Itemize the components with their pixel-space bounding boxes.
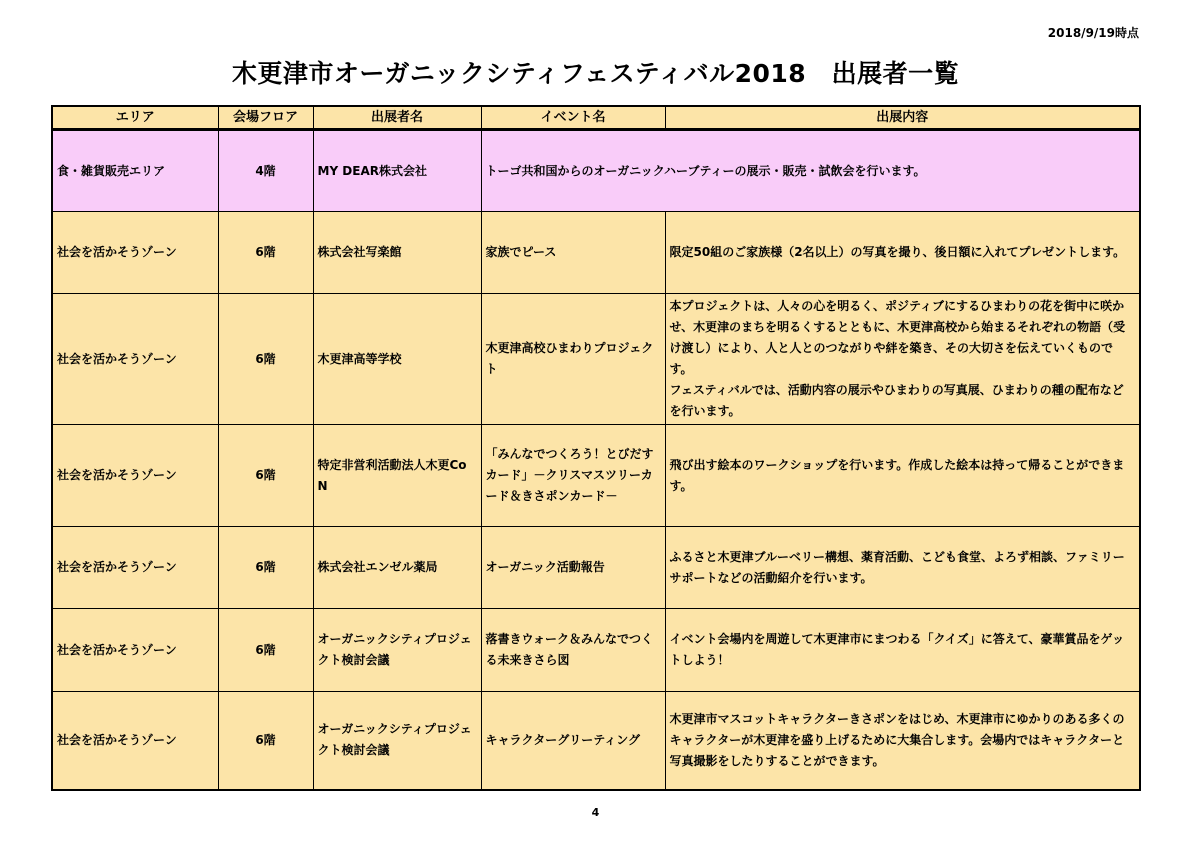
cell-area: 社会を活かそうゾーン (52, 294, 218, 425)
cell-content: 限定50組のご家族様（2名以上）の写真を撮り、後日額に入れてプレゼントします。 (665, 212, 1140, 294)
cell-content: イベント会場内を周遊して木更津市にまつわる「クイズ」に答えて、豪華賞品をゲットしよう！ (665, 609, 1140, 692)
table-row (52, 130, 1140, 212)
cell-event: 落書きウォーク＆みんなでつくる未来きさら図 (481, 609, 665, 692)
cell-exhibitor: 特定非営利活動法人木更CoN (313, 425, 481, 527)
column-header-event: イベント名 (481, 106, 665, 130)
page-number: 4 (591, 806, 600, 819)
cell-floor: 6階 (218, 425, 313, 527)
table-row (52, 527, 1140, 609)
cell-floor: 6階 (218, 692, 313, 790)
cell-area: 社会を活かそうゾーン (52, 425, 218, 527)
cell-floor: 6階 (218, 294, 313, 425)
cell-floor: 6階 (218, 609, 313, 692)
cell-content: 本プロジェクトは、人々の心を明るく、ポジティブにするひまわりの花を街中に咲かせ、木更津のまちを明るくするとともに、木更津高校から始まるそれぞれの物語（受け渡し）により、人と人とのつながりや絆を築き、その大切さを伝えていくものです。 フェスティバルでは、活動内容の展示やひまわりの写真展、ひまわりの種の配布などを行います。 (665, 294, 1140, 425)
cell-content: 木更津市マスコットキャラクターきさポンをはじめ、木更津市にゆかりのある多くのキャラクターが木更津を盛り上げるために大集合します。会場内ではキャラクターと写真撮影をしたりすることができます。 (665, 692, 1140, 790)
exhibitor-table (51, 105, 1141, 791)
cell-exhibitor: 株式会社写楽館 (313, 212, 481, 294)
column-header-content: 出展内容 (665, 106, 1140, 130)
cell-area: 社会を活かそうゾーン (52, 527, 218, 609)
cell-exhibitor: 株式会社エンゼル薬局 (313, 527, 481, 609)
cell-area: 社会を活かそうゾーン (52, 212, 218, 294)
cell-area: 社会を活かそうゾーン (52, 609, 218, 692)
table-row (52, 425, 1140, 527)
cell-exhibitor: 木更津高等学校 (313, 294, 481, 425)
cell-event: 「みんなでつくろう！とびだすカード」－クリスマスツリーカード＆きさポンカード－ (481, 425, 665, 527)
cell-floor: 6階 (218, 212, 313, 294)
cell-area: 食・雑貨販売エリア (52, 130, 218, 212)
cell-event: 木更津高校ひまわりプロジェクト (481, 294, 665, 425)
cell-floor: 4階 (218, 130, 313, 212)
cell-event: オーガニック活動報告 (481, 527, 665, 609)
cell-exhibitor: オーガニックシティプロジェクト検討会議 (313, 692, 481, 790)
cell-content: ふるさと木更津ブルーベリー構想、薬育活動、こども食堂、よろず相談、ファミリーサポートなどの活動紹介を行います。 (665, 527, 1140, 609)
cell-floor: 6階 (218, 527, 313, 609)
cell-event: 家族でピース (481, 212, 665, 294)
cell-content: トーゴ共和国からのオーガニックハーブティーの展示・販売・試飲会を行います。 (481, 130, 1140, 212)
cell-event: キャラクターグリーティング (481, 692, 665, 790)
table-row (52, 609, 1140, 692)
table-row (52, 692, 1140, 790)
cell-area: 社会を活かそうゾーン (52, 692, 218, 790)
column-header-exhibitor: 出展者名 (313, 106, 481, 130)
cell-content: 飛び出す絵本のワークショップを行います。作成した絵本は持って帰ることができます。 (665, 425, 1140, 527)
table-row (52, 294, 1140, 425)
column-header-floor: 会場フロア (218, 106, 313, 130)
cell-exhibitor: オーガニックシティプロジェクト検討会議 (313, 609, 481, 692)
page-title: 木更津市オーガニックシティフェスティバル2018 出展者一覧 (231, 59, 960, 88)
cell-exhibitor: MY DEAR株式会社 (313, 130, 481, 212)
table-row (52, 212, 1140, 294)
column-header-area: エリア (52, 106, 218, 130)
date-stamp: 2018/9/19時点 (1047, 26, 1139, 40)
table-header-row (52, 106, 1140, 130)
